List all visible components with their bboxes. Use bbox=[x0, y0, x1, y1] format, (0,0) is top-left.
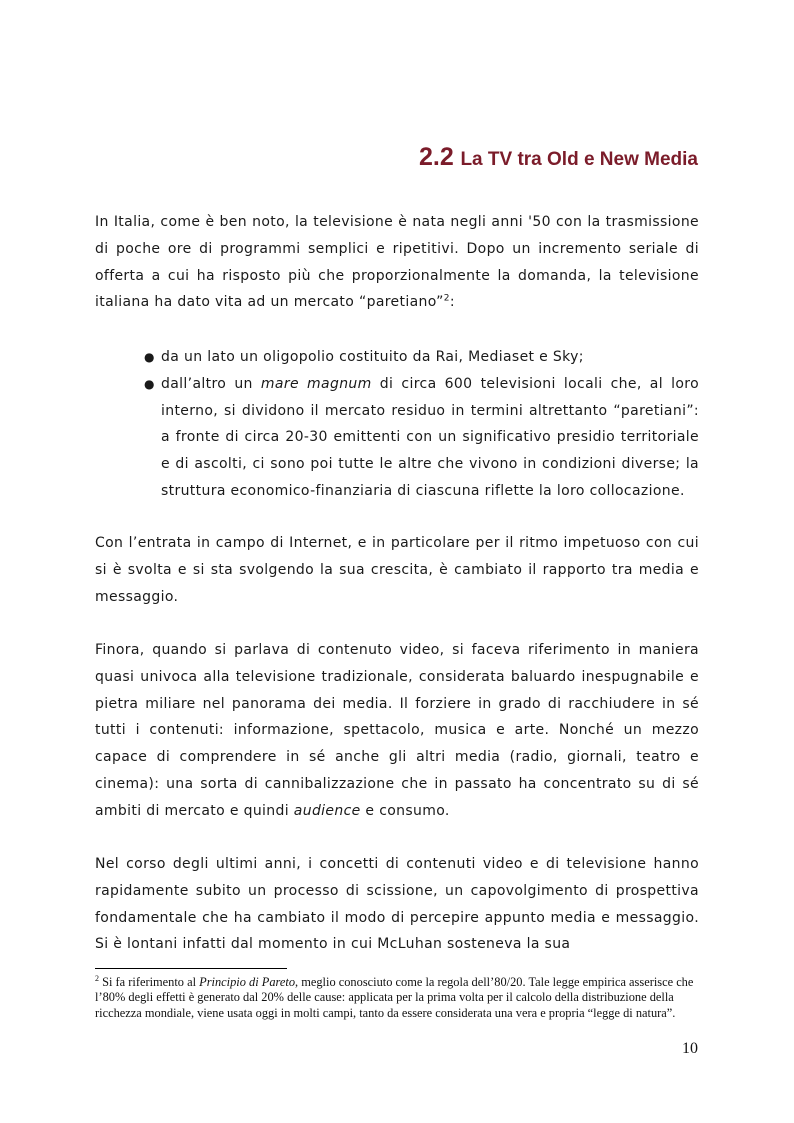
footnote-divider bbox=[95, 968, 287, 969]
bullet-icon: ● bbox=[144, 350, 155, 364]
paragraph-finora-after: e consumo. bbox=[360, 802, 450, 819]
footnote-number: 2 bbox=[95, 973, 99, 983]
paragraph-intro-text: In Italia, come è ben noto, la televisione è nata negli anni '50 con la trasmissione di poche ore di programmi semplici e ripetitivi. Dopo un incremento seriale di offerta a cui ha risposto più che proporzionalmente la domanda, la televisione italiana ha dato vita ad un mercato “paretiano” bbox=[95, 214, 699, 311]
paragraph-finora bbox=[95, 637, 699, 825]
bullet-icon: ● bbox=[144, 376, 155, 391]
bullet-text-after: di circa 600 televisioni locali che, al loro interno, si dividono il mercato residuo in termini altrettanto “paretiani”: a fronte di circa 20-30 emittenti con un significativo presidio territoriale e di ascolti, ci sono poi tutte le altre che vivono in condizioni diverse; la struttura economico-finanziaria di ciascuna riflette la loro collocazione. bbox=[161, 375, 699, 499]
paragraph-internet: Con l’entrata in campo di Internet, e in particolare per il ritmo impetuoso con cui si è svolta e si sta svolgendo la sua crescita, è cambiato il rapporto tra media e messaggio. bbox=[95, 535, 699, 605]
bullet-list bbox=[144, 344, 699, 505]
footnote-text-before: Si fa riferimento al bbox=[99, 975, 200, 989]
section-number: 2.2 bbox=[419, 143, 454, 171]
section-title: La TV tra Old e New Media bbox=[460, 149, 698, 170]
list-item bbox=[144, 371, 699, 505]
footnote-text-after: , meglio conosciuto come la regola dell’80/20. Tale legge empirica asserisce che l’80% degli effetti è generato dal 20% delle cause: applicata per la prima volta per il calcolo della distribuzione della ricchezza mondiale, viene usata oggi in molti campi, tanto da essere considerata una vera e propria “legge di natura”. bbox=[95, 975, 694, 1020]
paragraph-finora-italic: audience bbox=[293, 802, 361, 819]
bullet-text-before: dall’altro un bbox=[161, 375, 261, 392]
paragraph-intro bbox=[95, 209, 699, 316]
bullet-text-italic: mare magnum bbox=[260, 375, 372, 392]
footnote bbox=[95, 975, 699, 1021]
section-heading bbox=[419, 143, 698, 172]
footnote-reference[interactable]: 2 bbox=[443, 293, 450, 304]
list-item bbox=[144, 344, 699, 371]
bullet-text: da un lato un oligopolio costituito da Rai, Mediaset e Sky; bbox=[161, 349, 584, 365]
paragraph-ultimi-anni: Nel corso degli ultimi anni, i concetti di contenuti video e di televisione hanno rapidamente subito un processo di scissione, un capovolgimento di prospettiva fondamentale che ha cambiato il modo di percepire appunto media e messaggio. Si è lontani infatti dal momento in cui McLuhan sosteneva la sua bbox=[95, 856, 699, 953]
paragraph-finora-before: Finora, quando si parlava di contenuto video, si faceva riferimento in maniera quasi univoca alla televisione tradizionale, considerata baluardo inespugnabile e pietra miliare nel panorama dei media. Il forziere in grado di racchiudere in sé tutti i contenuti: informazione, spettacolo, musica e arte. Nonché un mezzo capace di comprendere in sé anche gli altri media (radio, giornali, teatro e cinema): una sorta di cannibalizzazione che in passato ha concentrato su di sé ambiti di mercato e quindi bbox=[95, 642, 699, 819]
footnote-text-italic: Principio di Pareto bbox=[199, 975, 296, 989]
page-number: 10 bbox=[682, 1040, 698, 1057]
paragraph-intro-end: : bbox=[449, 294, 455, 311]
